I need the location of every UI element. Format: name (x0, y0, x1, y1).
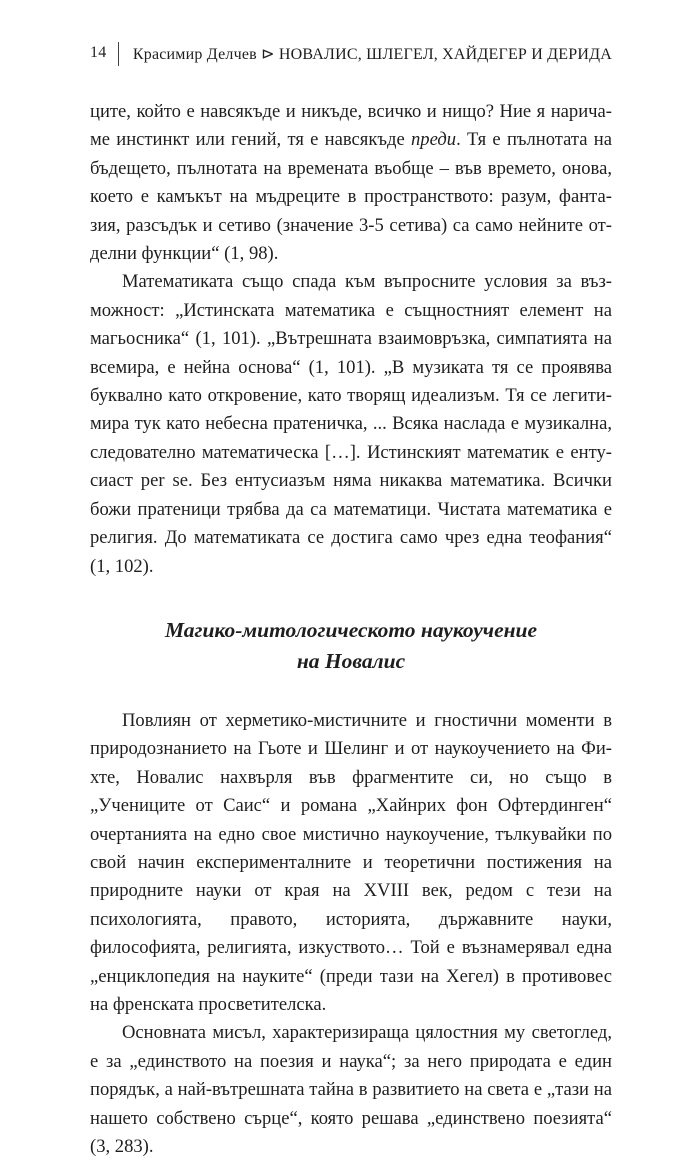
emphasis-text: преди (410, 129, 457, 151)
header-separator-icon: ⊳ (261, 46, 275, 63)
header-divider (118, 42, 119, 66)
paragraph-text: ците, който е навсякъде и никъде, всичко и нищо? Ние я наричаме инстинкт или гений, тя е навсякъде (90, 101, 612, 151)
header-title (133, 44, 612, 64)
paragraph-text: . Тя е пълнотата на бъдещето, пълнотата на времената въобще – във времето, онова, което е камъкът на мъдреците в пространството: разум, фантазия, разсъдък и сетиво (значение 3-5 сетива) са само нейните отделни функции“ (1, 98). (90, 129, 612, 265)
page-number: 14 (90, 44, 107, 61)
body-text (90, 98, 612, 1161)
header-book-title: НОВАЛИС, ШЛЕГЕЛ, ХАЙДЕГЕР И ДЕРИДА (278, 46, 612, 63)
paragraph-worldview: Основната мисъл, характеризираща цялостния му светоглед, е за „единството на поезия и наука“; за него природата е един порядък, а най-вътрешната тайна в развитието на света е „тази на нашето собствено сърце“, която решава „единствено поезията“ (3, 283). (90, 1022, 612, 1157)
paragraph-continuation (90, 98, 612, 268)
paragraph-mathematics: Математиката също спада към въпросните условия за възможност: „Истинската математика е същностният елемент на магьосника“ (1, 101). „Вътрешната взаимовръзка, симпатията на всемира, е нейна основа“ (1, 101). „В музиката тя се проявява буквално като откровение, като творящ идеализъм. Тя се легитимира тук като небесна пратеничка, ... Всяка наслада е музикална, следователно математическа […]. Истинският математик е ентусиаст per se. Без ентусиазъм няма никаква математика. Всички божи пратеници трябва да са математици. Чистата математика е религия. До математиката се достига само чрез една теофания“ (1, 102). (90, 271, 612, 577)
paragraph-influences: Повлиян от херметико-мистичните и гностични моменти в природознанието на Гьоте и Шелинг и от наукоучението на Фихте, Новалис нахвърля във фрагментите си, но също в „Учениците от Саис“ и романа „Хайнрих фон Офтердинген“ очертанията на едно свое мистично наукоучение, тълкувайки по свой начин експерименталните и теоретични постижения на природните науки от края на XVIII век, редом с тези на психологията, правото, историята, държавните науки, философията, религията, изкуството… Той е възнамерявал една „енциклопедия на науките“ (преди тази на Хегел) в противовес на френската просветителска. (90, 709, 612, 1015)
section-heading-line: на Новалис (296, 648, 406, 673)
running-header (90, 44, 612, 70)
header-author: Красимир Делчев (132, 46, 257, 63)
section-heading-line: Магико-митологическото наукоучение (164, 617, 538, 642)
section-heading (90, 615, 612, 677)
